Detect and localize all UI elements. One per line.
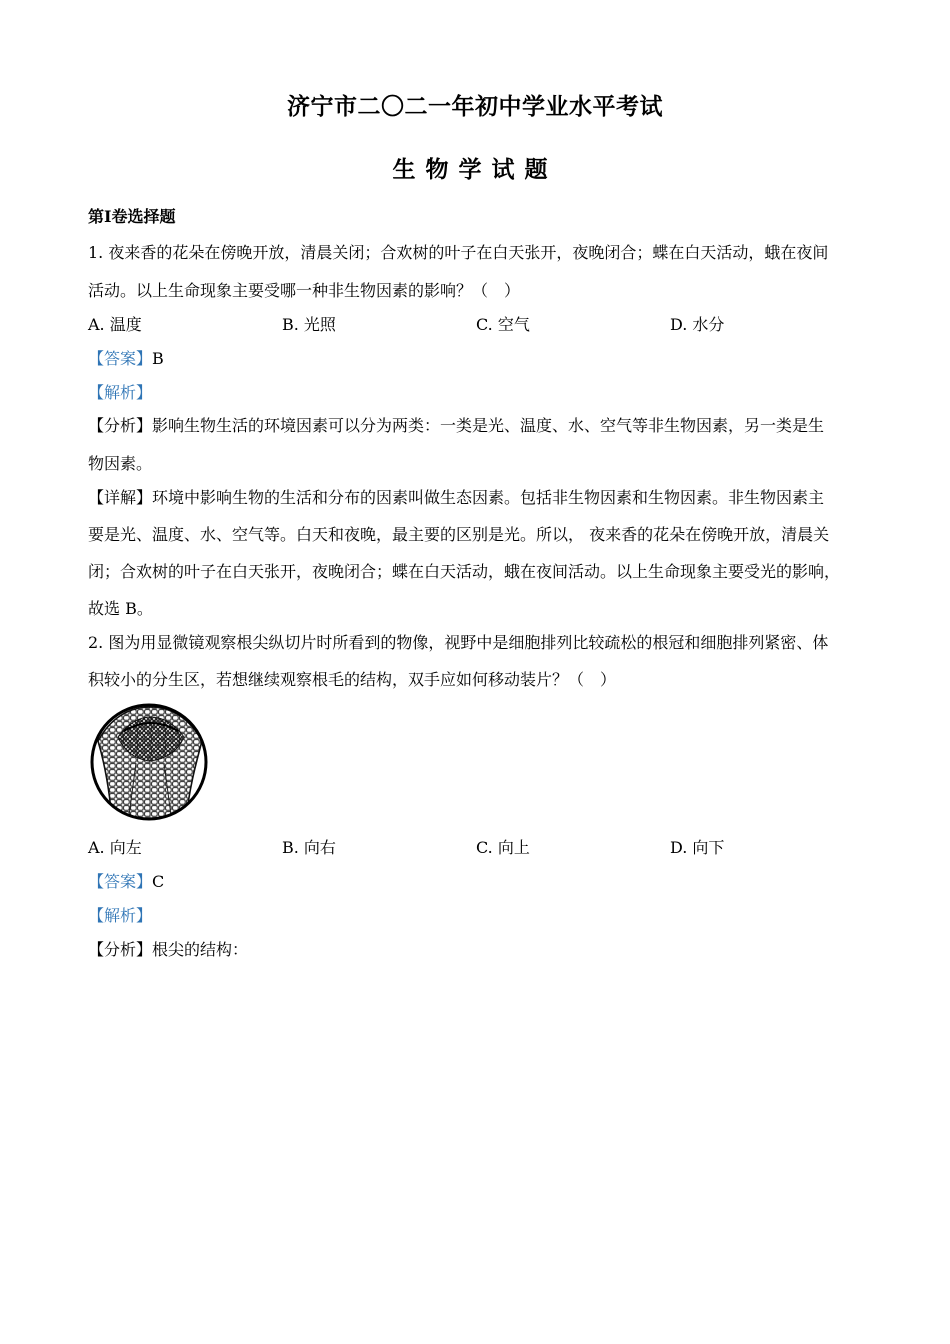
q2-answer bbox=[88, 872, 878, 892]
q2-jiexi bbox=[88, 906, 878, 926]
page-subtitle: 生物学试题 bbox=[392, 156, 558, 183]
q1-stem-line2: 活动。以上生命现象主要受哪一种非生物因素的影响？（ ） bbox=[88, 281, 521, 300]
fenxi-tag: 【分析】 bbox=[88, 416, 153, 435]
section-heading: 第Ⅰ卷选择题 bbox=[88, 207, 176, 226]
q2-option-c: C. 向上 bbox=[476, 838, 530, 857]
jiexi-tag: 【解析】 bbox=[88, 383, 153, 402]
q1-xiangjie-line3: 闭；合欢树的叶子在白天张开，夜晚闭合；蝶在白天活动，蛾在夜间活动。以上生命现象主要受光的影响， bbox=[88, 562, 841, 581]
q1-fenxi-line2: 物因素。 bbox=[88, 454, 153, 473]
answer-value: B bbox=[152, 349, 164, 368]
q1-xiangjie-line4: 故选 B。 bbox=[88, 599, 153, 618]
q1-jiexi bbox=[88, 383, 878, 403]
q2-option-d: D. 向下 bbox=[670, 838, 725, 857]
q2-option-a: A. 向左 bbox=[88, 838, 142, 857]
fenxi-text: 影响生物生活的环境因素可以分为两类：一类是光、温度、水、空气等非生物因素，另一类是生 bbox=[152, 416, 825, 435]
q1-option-c: C. 空气 bbox=[476, 315, 530, 334]
q2-stem-line2: 积较小的分生区，若想继续观察根毛的结构，双手应如何移动装片？（ ） bbox=[88, 670, 617, 689]
q1-answer bbox=[88, 349, 878, 369]
answer-tag: 【答案】 bbox=[88, 872, 153, 891]
page-title: 济宁市二〇二一年初中学业水平考试 bbox=[287, 93, 663, 120]
q1-option-b: B. 光照 bbox=[282, 315, 336, 334]
q2-stem-line1: 2. 图为用显微镜观察根尖纵切片时所看到的物像，视野中是细胞排列比较疏松的根冠和细胞排列紧密、体 bbox=[88, 633, 829, 652]
xiangjie-tag: 【详解】 bbox=[88, 488, 153, 507]
q1-fenxi-line1 bbox=[88, 416, 878, 436]
jiexi-tag: 【解析】 bbox=[88, 906, 153, 925]
q1-xiangjie-line1 bbox=[88, 488, 878, 508]
q1-option-d: D. 水分 bbox=[670, 315, 725, 334]
q2-option-b: B. 向右 bbox=[282, 838, 336, 857]
xiangjie-text: 环境中影响生物的生活和分布的因素叫做生态因素。包括非生物因素和生物因素。非生物因素主 bbox=[152, 488, 825, 507]
fenxi-tag: 【分析】 bbox=[88, 940, 153, 959]
q2-fenxi-line1 bbox=[88, 940, 878, 960]
answer-tag: 【答案】 bbox=[88, 349, 153, 368]
fenxi-text: 根尖的结构： bbox=[152, 940, 249, 959]
q1-stem-line1: 1. 夜来香的花朵在傍晚开放，清晨关闭；合欢树的叶子在白天张开，夜晚闭合；蝶在白天活动，蛾在夜间 bbox=[88, 243, 829, 262]
q1-xiangjie-line2: 要是光、温度、水、空气等。白天和夜晚，最主要的区别是光。所以， 夜来香的花朵在傍晚开放，清晨关 bbox=[88, 525, 830, 544]
q1-option-a: A. 温度 bbox=[88, 315, 142, 334]
root-tip-micrograph bbox=[88, 703, 213, 823]
answer-value: C bbox=[152, 872, 165, 891]
